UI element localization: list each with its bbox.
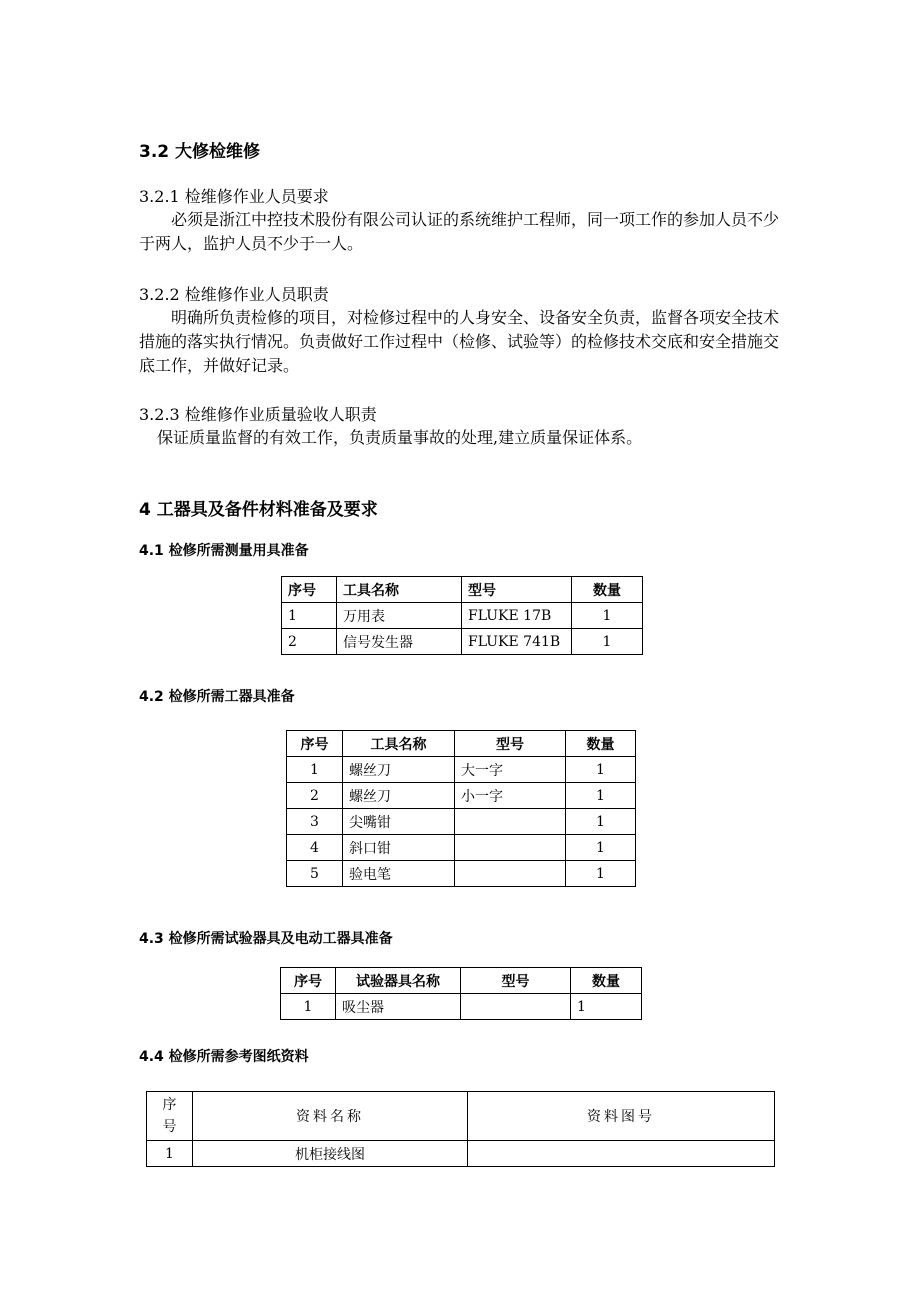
- table-header-row: [147, 1092, 775, 1141]
- cell-tool-name: 信号发生器: [337, 629, 462, 655]
- cell-model: [455, 861, 566, 887]
- cell-model: [455, 809, 566, 835]
- header-drawing-number: 资料图号: [468, 1092, 775, 1141]
- cell-quantity: 1: [566, 757, 636, 783]
- header-index: 序号: [287, 731, 343, 757]
- cell-tool-name: 验电笔: [343, 861, 455, 887]
- table-row: [287, 809, 636, 835]
- table-row: [147, 1141, 775, 1167]
- header-model: 型号: [462, 577, 572, 603]
- header-index: 序号: [282, 577, 337, 603]
- cell-document-name: 机柜接线图: [193, 1141, 468, 1167]
- header-quantity: 数量: [566, 731, 636, 757]
- cell-quantity: 1: [572, 603, 643, 629]
- header-tool-name: 工具名称: [343, 731, 455, 757]
- cell-index: 5: [287, 861, 343, 887]
- table-row: [282, 603, 643, 629]
- cell-tool-name: 万用表: [337, 603, 462, 629]
- cell-quantity: 1: [566, 861, 636, 887]
- cell-model: 大一字: [455, 757, 566, 783]
- cell-quantity: 1: [572, 629, 643, 655]
- header-model: 型号: [455, 731, 566, 757]
- header-index: 序号: [281, 968, 336, 994]
- cell-index: 2: [287, 783, 343, 809]
- header-quantity: 数量: [571, 968, 642, 994]
- table-header-row: [282, 577, 643, 603]
- table-row: [282, 629, 643, 655]
- header-quantity: 数量: [572, 577, 643, 603]
- heading-4-2: 4.2 检修所需工器具准备: [139, 689, 295, 705]
- cell-tool-name: 螺丝刀: [343, 757, 455, 783]
- cell-index: 1: [147, 1141, 193, 1167]
- heading-3-2: 3.2 大修检维修: [139, 142, 261, 162]
- heading-4-3: 4.3 检修所需试验器具及电动工器具准备: [139, 931, 393, 947]
- cell-model: [461, 994, 571, 1020]
- header-tool-name: 工具名称: [337, 577, 462, 603]
- cell-quantity: 1: [566, 783, 636, 809]
- heading-4-1: 4.1 检修所需测量用具准备: [139, 543, 309, 559]
- table-row: [287, 783, 636, 809]
- cell-model: FLUKE 17B: [462, 603, 572, 629]
- test-equipment-table: [280, 967, 642, 1020]
- paragraph-3-2-1: 必须是浙江中控技术股份有限公司认证的系统维护工程师，同一项工作的参加人员不少于两人，监护人员不少于一人。: [139, 210, 780, 253]
- cell-quantity: 1: [566, 809, 636, 835]
- cell-index: 1: [281, 994, 336, 1020]
- cell-model: 小一字: [455, 783, 566, 809]
- cell-equipment-name: 吸尘器: [336, 994, 461, 1020]
- heading-4: 4 工器具及备件材料准备及要求: [139, 500, 378, 520]
- cell-drawing-number: [468, 1141, 775, 1167]
- cell-quantity: 1: [566, 835, 636, 861]
- heading-3-2-2: 3.2.2 检维修作业人员职责: [139, 285, 329, 304]
- paragraph-3-2-2: 明确所负责检修的项目，对检修过程中的人身安全、设备安全负责，监督各项安全技术措施的落实执行情况。负责做好工作过程中（检修、试验等）的检修技术交底和安全措施交底工作，并做好记录。: [139, 308, 780, 375]
- paragraph-3-2-3: 保证质量监督的有效工作，负责质量事故的处理,建立质量保证体系。: [157, 428, 643, 447]
- cell-tool-name: 斜口钳: [343, 835, 455, 861]
- table-header-row: [281, 968, 642, 994]
- tools-table: [286, 730, 636, 887]
- cell-quantity: 1: [571, 994, 642, 1020]
- cell-tool-name: 螺丝刀: [343, 783, 455, 809]
- reference-drawings-table: [146, 1091, 775, 1167]
- cell-index: 4: [287, 835, 343, 861]
- heading-4-4: 4.4 检修所需参考图纸资料: [139, 1049, 309, 1065]
- table-row: [287, 757, 636, 783]
- table-row: [281, 994, 642, 1020]
- cell-index: 2: [282, 629, 337, 655]
- cell-model: FLUKE 741B: [462, 629, 572, 655]
- heading-3-2-3: 3.2.3 检维修作业质量验收人职责: [139, 405, 377, 424]
- measuring-tools-table: [281, 576, 643, 655]
- header-equipment-name: 试验器具名称: [336, 968, 461, 994]
- cell-tool-name: 尖嘴钳: [343, 809, 455, 835]
- cell-index: 1: [287, 757, 343, 783]
- table-row: [287, 835, 636, 861]
- table-row: [287, 861, 636, 887]
- cell-model: [455, 835, 566, 861]
- header-model: 型号: [461, 968, 571, 994]
- cell-index: 3: [287, 809, 343, 835]
- header-index: 序号: [147, 1092, 193, 1141]
- heading-3-2-1: 3.2.1 检维修作业人员要求: [139, 187, 329, 206]
- header-document-name: 资料名称: [193, 1092, 468, 1141]
- table-header-row: [287, 731, 636, 757]
- cell-index: 1: [282, 603, 337, 629]
